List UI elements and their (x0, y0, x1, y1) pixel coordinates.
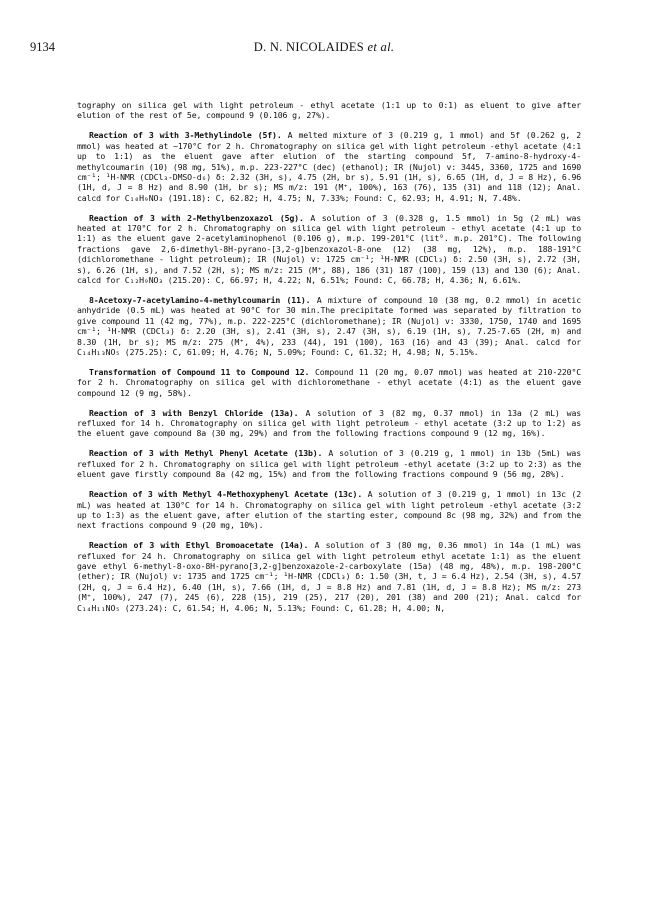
experimental-text (77, 100, 581, 623)
paragraph-compound-11 (77, 295, 581, 357)
paragraph-text: tography on silica gel with light petroleum - ethyl acetate (1:1 up to 0:1) as eluent to give after elution of the rest of 5e, compound 9 (0.106 g, 27%). (77, 100, 581, 121)
paragraph-reaction-13b (77, 448, 581, 479)
paragraph-reaction-5g (77, 213, 581, 286)
paragraph-text: A mixture of compound 10 (38 mg, 0.2 mmol) in acetic anhydride (0.5 mL) was heated at 90°C for 30 min.The precipitate formed was separated by filtration to give compound 11 (42 mg, 77%), m.p. 222-225°C (dichloromethane); IR (Nujol) v: 3330, 1750, 1740 and 1695 cm⁻¹; ¹H-NMR (CDCl₃) δ: 2.20 (3H, s), 2.41 (3H, s), 2.47 (3H, s), 6.19 (1H, s), 7.25-7.65 (2H, m) and 8.30 (1H, br s); MS m/z: 275 (M⁺, 4%), 233 (44), 191 (100), 163 (16) and 43 (39); Anal. calcd for C₁₄H₁₃NO₅ (275.25): C, 61.09; H, 4.76; N, 5.09%; Found: C, 61.32; H, 4.98; N, 5.15%. (77, 295, 581, 358)
paragraph-heading: Reaction of 3 with Ethyl Bromoacetate (14a). (89, 540, 309, 551)
paragraph-text: A solution of 3 (0.219 g, 1 mmol) in 13c (2 mL) was heated at 130°C for 14 h. Chromatography on silica gel with light petroleum -ethyl acetate (3:2 up to 1:3) as the eluent gave, after elution of the starting ester, compound 8c (98 mg, 32%) and from the next fractions compound 9 (20 mg, 10%). (77, 489, 581, 531)
paragraph-heading: Reaction of 3 with Methyl Phenyl Acetate (13b). (89, 448, 323, 459)
paragraph-text: A solution of 3 (0.328 g, 1.5 mmol) in 5g (2 mL) was heated at 170°C for 2 h. Chromatography on silica gel with light petroleum - ethyl acetate (4:1 up to 1:1) as the eluent gave 2-acetylaminophenol (0.106 g), m.p. 199-201°C (lit⁹. m.p. 201°C). The following fractions gave 2,6-dimethyl-8H-pyrano-[3,2-g]benzoxazol-8-one (12) (38 mg, 12%), m.p. 188-191°C (dichloromethane - light petroleum); IR (Nujol) v: 1725 cm⁻¹; ¹H-NMR (CDCl₃) δ: 2.50 (3H, s), 2.72 (3H, s), 6.26 (1H, s), and 7.52 (2H, s); MS m/z: 215 (M⁺, 88), 186 (31) 187 (100), 159 (13) and 130 (6); Anal. calcd for C₁₂H₉NO₃ (215.20): C, 66.97; H, 4.22; N, 6.51%; Found: C, 66.78; H, 4.36; N, 6.61%. (77, 212, 581, 286)
paragraph-text: Compound 11 (20 mg, 0.07 mmol) was heated at 210-220°C for 2 h. Chromatography on silica gel with dichloromethane - ethyl acetate (4:1) as the eluent gave compound 12 (9 mg, 58%). (77, 366, 581, 398)
page-number: 9134 (30, 40, 55, 54)
paragraph-heading: Reaction of 3 with Benzyl Chloride (13a). (89, 407, 299, 418)
et-al: et al. (367, 40, 395, 54)
running-title (30, 40, 618, 55)
paragraph-reaction-5f (77, 130, 581, 203)
paragraph-reaction-13c (77, 489, 581, 531)
paragraph-heading: Reaction of 3 with 3-Methylindole (5f). (89, 130, 282, 141)
paragraph-transformation (77, 367, 581, 398)
paragraph-heading: Transformation of Compound 11 to Compound 12. (89, 366, 310, 377)
running-header (30, 40, 618, 58)
paragraph-heading: Reaction of 3 with 2-Methylbenzoxazol (5g). (89, 212, 304, 223)
paragraph-text: A solution of 3 (0.219 g, 1 mmol) in 13b (5mL) was refluxed for 2 h. Chromatography on silica gel with light petroleum -ethyl acetate (3:2 up to 2:3) as the eluent gave firstly compound 8a (42 mg, 15%) and from the following fractions compound 9 (56 mg, 28%). (77, 448, 581, 480)
author-names: D. N. NICOLAIDES (253, 40, 365, 54)
paragraph-continuation (77, 100, 581, 121)
paragraph-heading: 8-Acetoxy-7-acetylamino-4-methylcoumarin (11). (89, 295, 311, 305)
paragraph-reaction-13a (77, 408, 581, 439)
paragraph-text: A melted mixture of 3 (0.219 g, 1 mmol) and 5f (0.262 g, 2 mmol) was heated at ~170°C for 2 h. Chromatography on silica gel with light petroleum -ethyl acetate (4:1 up to 1:1) as the eluent gave after elution of the starting compound 5f, 7-amino-8-hydroxy-4-methylcoumarin (10) (98 mg, 51%), m.p. 223-227°C (dec) (ethanol); IR (Nujol) v: 3445, 3360, 1725 and 1690 cm⁻¹; ¹H-NMR (CDCl₃-DMSO-d₆) δ: 2.32 (3H, s), 4.75 (2H, br s), 5.91 (1H, s), 6.65 (1H, d, J = 8 Hz), 6.96 (1H, d, J = 8 Hz) and 8.90 (1H, br s); MS m/z: 191 (M⁺, 100%), 163 (76), 135 (31) and 118 (12); Anal. calcd for C₁₀H₉NO₃ (191.18): C, 62.82; H, 4.75; N, 7.33%; Found: C, 62.93; H, 4.91; N, 7.48%. (77, 130, 581, 203)
paragraph-heading: Reaction of 3 with Methyl 4-Methoxyphenyl Acetate (13c). (89, 489, 363, 500)
paragraph-reaction-14a (77, 540, 581, 613)
paragraph-text: A solution of 3 (82 mg, 0.37 mmol) in 13a (2 mL) was refluxed for 14 h. Chromatography on silica gel with light petroleum - ethyl acetate (3:2 up to 1:2) as the eluent gave compound 8a (30 mg, 29%) and from the following fractions compound 9 (12 mg, 16%). (77, 407, 581, 439)
paragraph-text: A solution of 3 (80 mg, 0.36 mmol) in 14a (1 mL) was refluxed for 24 h. Chromatography on silica gel with light petroleum ethyl acetate 1:1) as the eluent gave ethyl 6-methyl-8-oxo-8H-pyrano[3,2-g]benzoxazole-2-carboxylate (15a) (48 mg, 48%), m.p. 198-200°C (ether); IR (Nujol) v: 1735 and 1725 cm⁻¹; ¹H-NMR (CDCl₃) δ: 1.50 (3H, t, J = 6.4 Hz), 2.54 (3H, s), 4.57 (2H, q, J = 6.4 Hz), 6.40 (1H, s), 7.66 (1H, d, J = 8.8 Hz) and 7.81 (1H, d, J = 8.8 Hz); MS m/z: 273 (M⁺, 100%), 247 (7), 245 (6), 228 (15), 219 (25), 217 (20), 201 (38) and 200 (21); Anal. calcd for C₁₄H₁₁NO₅ (273.24): C, 61.54; H, 4.06; N, 5.13%; Found: C, 61.28; H, 4.00; N, (77, 540, 582, 613)
